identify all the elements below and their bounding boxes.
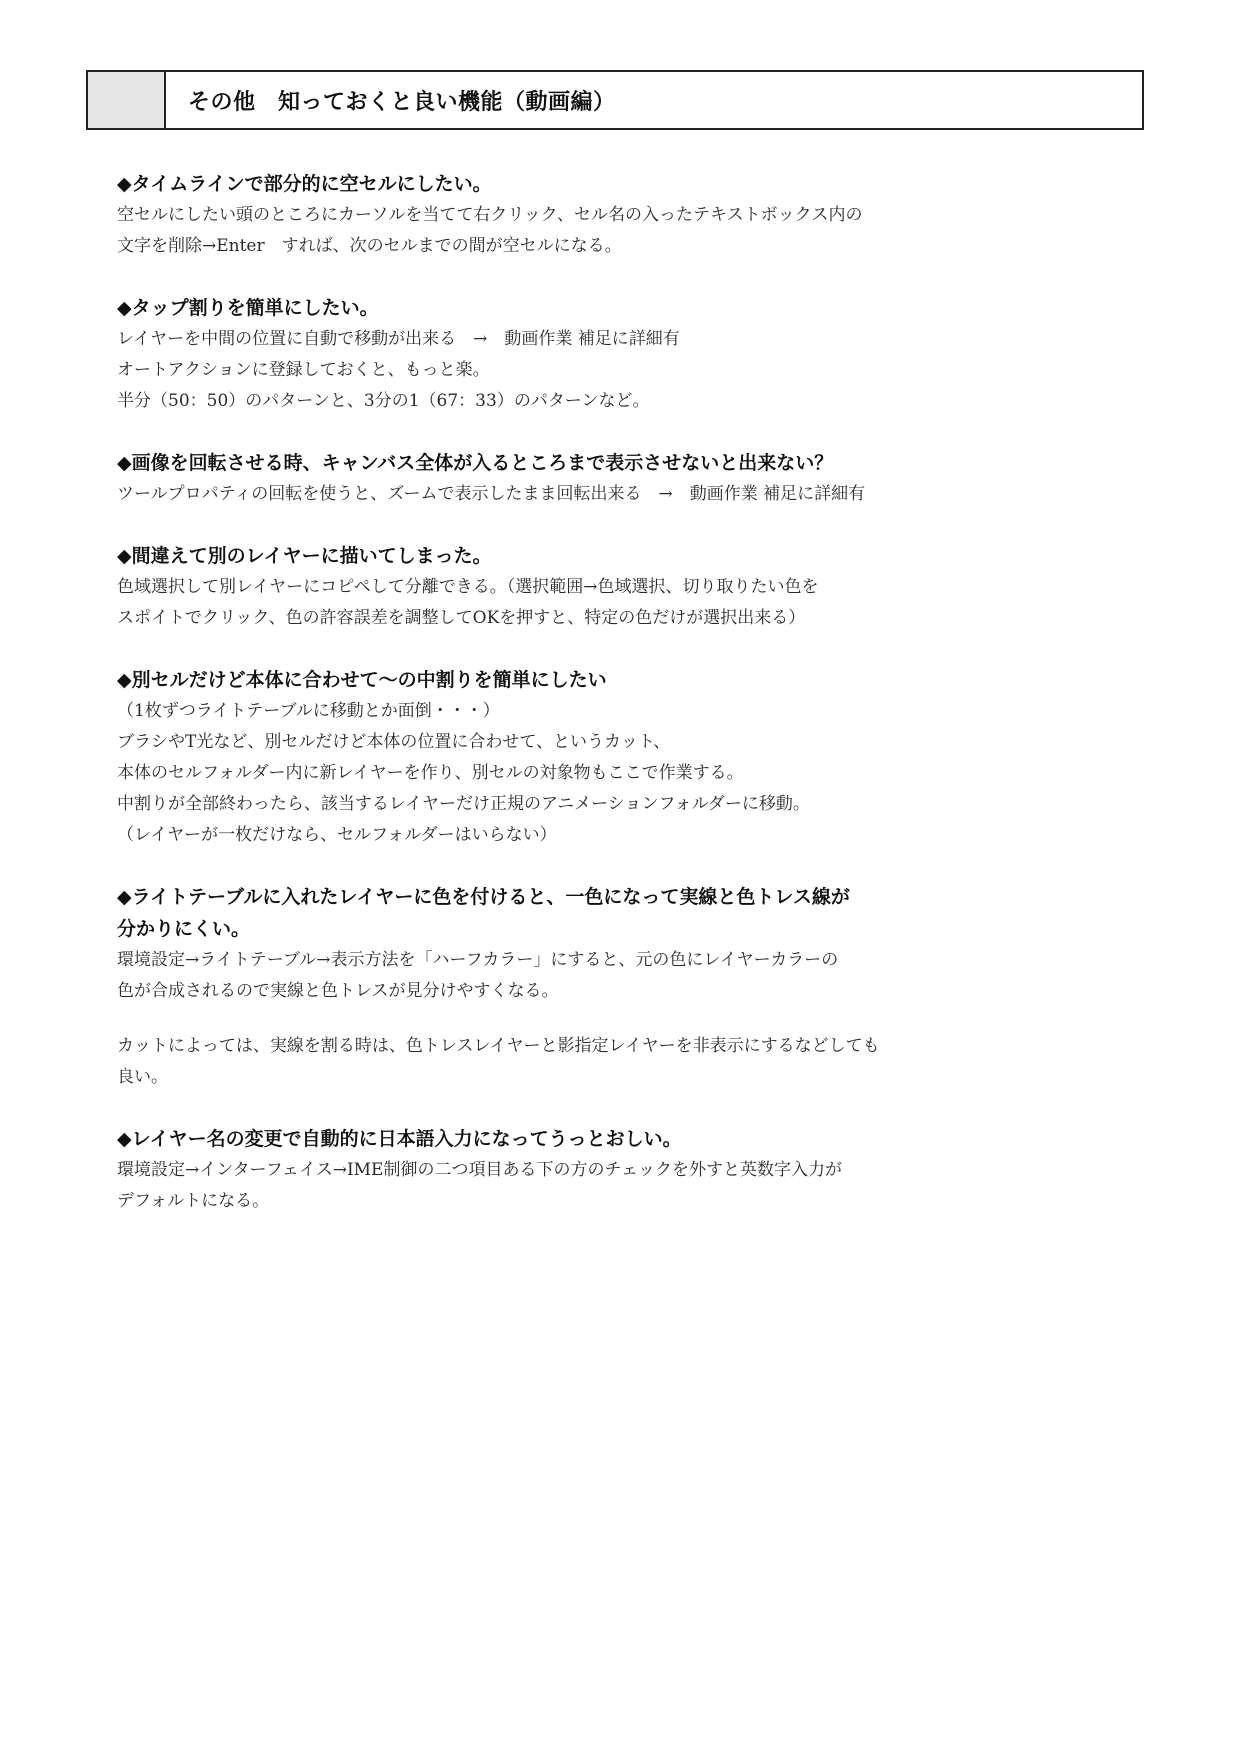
- body-text-line: カットによっては、実線を割る時は、色トレスレイヤーと影指定レイヤーを非表示にするなどしても: [117, 1036, 880, 1056]
- body-text-line: 色が合成されるので実線と色トレスが見分けやすくなる。: [117, 981, 559, 1001]
- body-text-line: 中割りが全部終わったら、該当するレイヤーだけ正規のアニメーションフォルダーに移動。: [117, 794, 810, 814]
- body-text-line: 色域選択して別レイヤーにコピペして分離できる。（選択範囲→色域選択、切り取りたい色を: [117, 577, 819, 597]
- body-text-line: 良い。: [117, 1067, 168, 1087]
- section-heading: ◆間違えて別のレイヤーに描いてしまった。: [117, 545, 492, 567]
- page-header: [86, 70, 1144, 130]
- body-text-line: デフォルトになる。: [117, 1191, 270, 1211]
- body-text-line: オートアクションに登録しておくと、もっと楽。: [117, 360, 490, 380]
- tip-section: [117, 292, 1057, 417]
- body-text-line: （1枚ずつライトテーブルに移動とか面倒・・・）: [117, 701, 500, 721]
- body-text-line: ツールプロパティの回転を使うと、ズームで表示したまま回転出来る → 動画作業 補足に詳細有: [117, 484, 866, 504]
- body-text-line: 環境設定→ライトテーブル→表示方法を「ハーフカラー」にすると、元の色にレイヤーカラーの: [117, 950, 839, 970]
- tip-section: [117, 447, 1057, 510]
- section-heading: ◆レイヤー名の変更で自動的に日本語入力になってうっとおしい。: [117, 1128, 682, 1150]
- section-heading: ◆別セルだけど本体に合わせて～の中割りを簡単にしたい: [117, 669, 607, 691]
- tip-section: [117, 1031, 1057, 1093]
- tip-section: [117, 168, 1057, 262]
- body-text-line: ブラシやT光など、別セルだけど本体の位置に合わせて、というカット、: [117, 732, 671, 752]
- section-heading: ◆タイムラインで部分的に空セルにしたい。: [117, 173, 492, 195]
- body-text-line: 文字を削除→Enter すれば、次のセルまでの間が空セルになる。: [117, 236, 622, 256]
- section-heading: ◆タップ割りを簡単にしたい。: [117, 297, 379, 319]
- body-text-line: スポイトでクリック、色の許容誤差を調整してOKを押すと、特定の色だけが選択出来る）: [117, 608, 806, 628]
- header-tab-marker: [88, 72, 166, 128]
- tip-section: [117, 1123, 1057, 1217]
- body-text-line: 環境設定→インターフェイス→IME制御の二つ項目ある下の方のチェックを外すと英数字入力が: [117, 1160, 842, 1180]
- body-text-line: レイヤーを中間の位置に自動で移動が出来る → 動画作業 補足に詳細有: [117, 329, 680, 349]
- body-text-line: 本体のセルフォルダー内に新レイヤーを作り、別セルの対象物もここで作業する。: [117, 763, 744, 783]
- body-text-line: 半分（50：50）のパターンと、3分の1（67：33）のパターンなど。: [117, 391, 650, 411]
- section-heading: 分かりにくい。: [117, 918, 251, 940]
- tip-section: [117, 540, 1057, 634]
- tip-section: [117, 664, 1057, 851]
- document-body: [117, 168, 1057, 1247]
- tip-section: [117, 881, 1057, 1007]
- body-text-line: 空セルにしたい頭のところにカーソルを当てて右クリック、セル名の入ったテキストボックス内の: [117, 205, 863, 225]
- body-text-line: （レイヤーが一枚だけなら、セルフォルダーはいらない）: [117, 825, 557, 845]
- page-title: その他 知っておくと良い機能（動画編）: [188, 89, 616, 115]
- section-heading: ◆ライトテーブルに入れたレイヤーに色を付けると、一色になって実線と色トレス線が: [117, 886, 850, 908]
- section-heading: ◆画像を回転させる時、キャンバス全体が入るところまで表示させないと出来ない？: [117, 452, 834, 474]
